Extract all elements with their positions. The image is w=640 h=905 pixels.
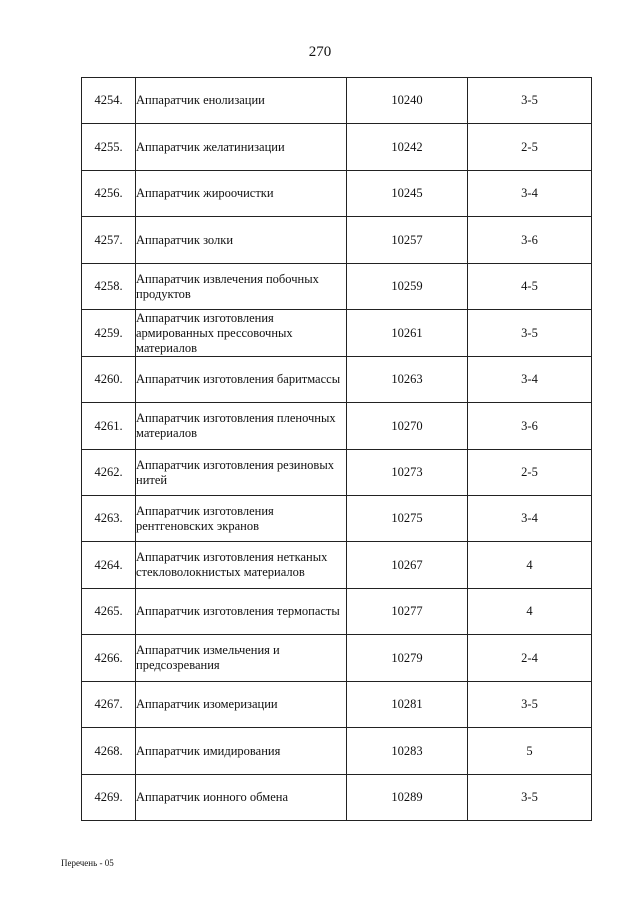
- table-row: [82, 124, 592, 171]
- row-number: 4263.: [82, 496, 136, 542]
- row-number: 4268.: [82, 728, 136, 775]
- profession-code: 10257: [347, 217, 468, 264]
- grade-range: 3-6: [468, 217, 592, 264]
- table-row: [82, 78, 592, 124]
- profession-name: Аппаратчик жироочистки: [136, 171, 347, 217]
- row-number: 4267.: [82, 682, 136, 728]
- profession-name: Аппаратчик изомеризации: [136, 682, 347, 728]
- profession-name: Аппаратчик ионного обмена: [136, 775, 347, 821]
- grade-range: 3-4: [468, 171, 592, 217]
- profession-name: Аппаратчик енолизации: [136, 78, 347, 124]
- table-row: [82, 728, 592, 775]
- profession-code: 10283: [347, 728, 468, 775]
- row-number: 4269.: [82, 775, 136, 821]
- profession-code: 10273: [347, 450, 468, 496]
- profession-code: 10267: [347, 542, 468, 589]
- table-row: [82, 775, 592, 821]
- profession-name: Аппаратчик изготовления рентгеновских экранов: [136, 496, 347, 542]
- profession-code: 10270: [347, 403, 468, 450]
- row-number: 4266.: [82, 635, 136, 682]
- grade-range: 3-5: [468, 775, 592, 821]
- profession-code: 10263: [347, 357, 468, 403]
- profession-code: 10259: [347, 264, 468, 310]
- table-row: [82, 450, 592, 496]
- grade-range: 4: [468, 589, 592, 635]
- grade-range: 3-5: [468, 78, 592, 124]
- profession-code: 10242: [347, 124, 468, 171]
- grade-range: 2-5: [468, 450, 592, 496]
- table-row: [82, 403, 592, 450]
- profession-code: 10277: [347, 589, 468, 635]
- profession-code: 10240: [347, 78, 468, 124]
- row-number: 4260.: [82, 357, 136, 403]
- row-number: 4258.: [82, 264, 136, 310]
- profession-code: 10289: [347, 775, 468, 821]
- profession-name: Аппаратчик изготовления армированных прессовочных материалов: [136, 310, 347, 357]
- table-row: [82, 217, 592, 264]
- footer-label: Перечень - 05: [61, 858, 114, 868]
- table-row: [82, 496, 592, 542]
- profession-name: Аппаратчик изготовления пленочных материалов: [136, 403, 347, 450]
- profession-name: Аппаратчик изготовления термопасты: [136, 589, 347, 635]
- table-row: [82, 357, 592, 403]
- grade-range: 4-5: [468, 264, 592, 310]
- row-number: 4259.: [82, 310, 136, 357]
- grade-range: 3-5: [468, 310, 592, 357]
- row-number: 4256.: [82, 171, 136, 217]
- row-number: 4257.: [82, 217, 136, 264]
- row-number: 4264.: [82, 542, 136, 589]
- table-row: [82, 171, 592, 217]
- grade-range: 3-5: [468, 682, 592, 728]
- row-number: 4254.: [82, 78, 136, 124]
- row-number: 4255.: [82, 124, 136, 171]
- grade-range: 4: [468, 542, 592, 589]
- page-number: 270: [308, 44, 332, 60]
- profession-name: Аппаратчик изготовления нетканых стекловолокнистых материалов: [136, 542, 347, 589]
- profession-code: 10281: [347, 682, 468, 728]
- grade-range: 2-4: [468, 635, 592, 682]
- table-row: [82, 542, 592, 589]
- profession-name: Аппаратчик изготовления баритмассы: [136, 357, 347, 403]
- row-number: 4262.: [82, 450, 136, 496]
- profession-code: 10261: [347, 310, 468, 357]
- row-number: 4265.: [82, 589, 136, 635]
- profession-name: Аппаратчик имидирования: [136, 728, 347, 775]
- profession-code: 10279: [347, 635, 468, 682]
- table-row: [82, 635, 592, 682]
- grade-range: 2-5: [468, 124, 592, 171]
- grade-range: 3-6: [468, 403, 592, 450]
- grade-range: 3-4: [468, 357, 592, 403]
- row-number: 4261.: [82, 403, 136, 450]
- table-row: [82, 310, 592, 357]
- profession-name: Аппаратчик изготовления резиновых нитей: [136, 450, 347, 496]
- profession-code: 10245: [347, 171, 468, 217]
- profession-name: Аппаратчик измельчения и предсозревания: [136, 635, 347, 682]
- grade-range: 5: [468, 728, 592, 775]
- table-row: [82, 264, 592, 310]
- profession-name: Аппаратчик извлечения побочных продуктов: [136, 264, 347, 310]
- table-body: [82, 78, 592, 821]
- profession-name: Аппаратчик желатинизации: [136, 124, 347, 171]
- profession-name: Аппаратчик золки: [136, 217, 347, 264]
- table-row: [82, 589, 592, 635]
- table-row: [82, 682, 592, 728]
- grade-range: 3-4: [468, 496, 592, 542]
- profession-code: 10275: [347, 496, 468, 542]
- professions-table: [81, 77, 592, 821]
